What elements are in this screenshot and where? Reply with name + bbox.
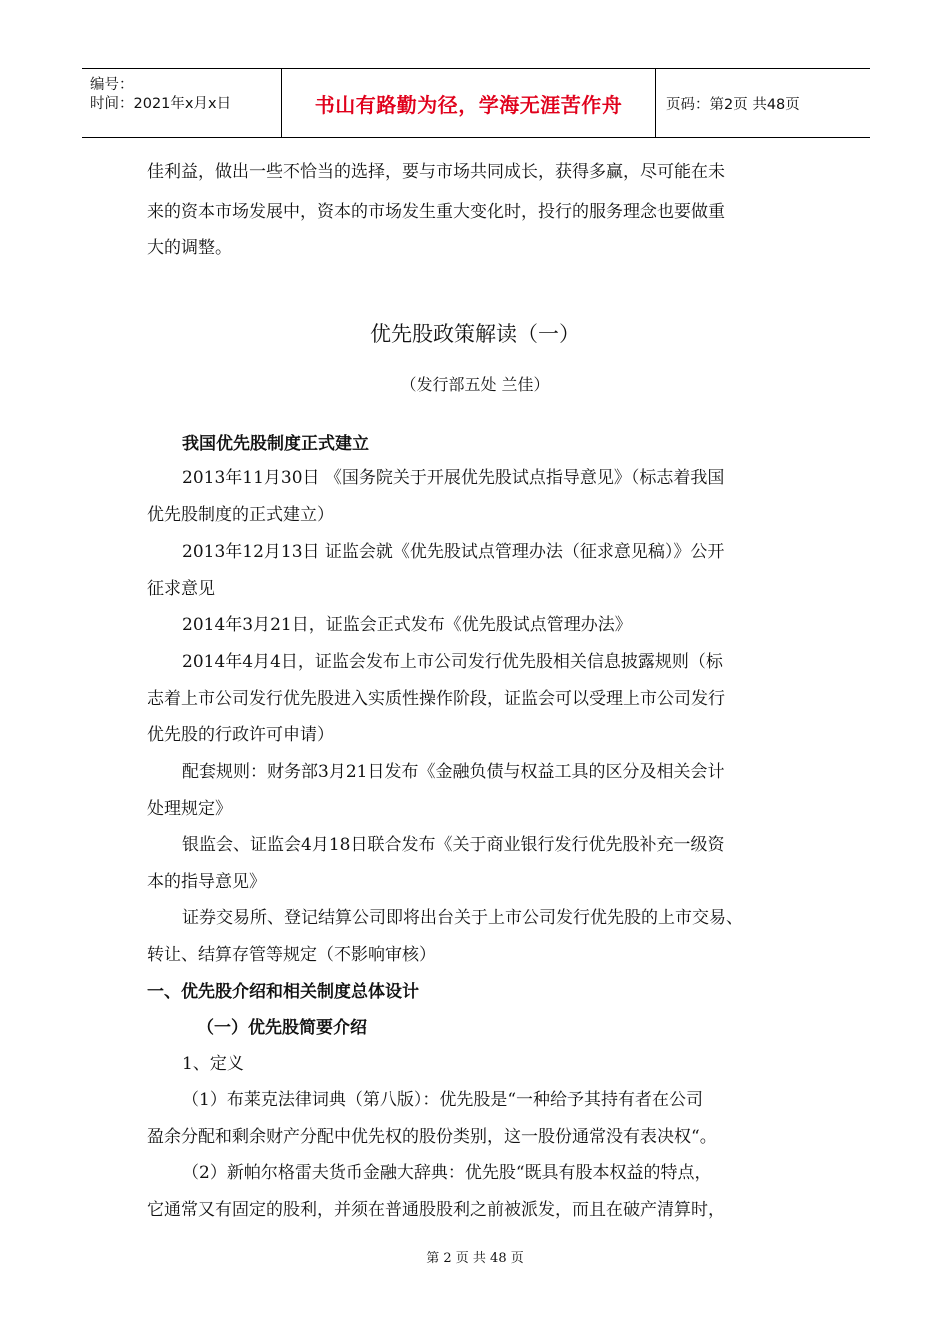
body-line: 志着上市公司发行优先股进入实质性操作阶段，证监会可以受理上市公司发行 [147, 689, 725, 709]
body-line: 2013年11月30日 《国务院关于开展优先股试点指导意见》（标志着我国 [182, 468, 725, 488]
section-heading: 我国优先股制度正式建立 [182, 434, 369, 454]
page-footer: 第 2 页 共 48 页 [426, 1251, 524, 1266]
header-meta-cell [82, 69, 282, 137]
page-info: 页码：第2页 共48页 [666, 96, 800, 113]
definition-line: （2）新帕尔格雷夫货币金融大辞典：优先股“既具有股本权益的特点， [182, 1163, 712, 1183]
heading-level1: 一、优先股介绍和相关制度总体设计 [147, 982, 419, 1002]
header-page-cell [656, 69, 870, 137]
header-motto-cell [282, 69, 656, 137]
list-item: 1、定义 [182, 1054, 244, 1074]
body-line: 证券交易所、登记结算公司即将出台关于上市公司发行优先股的上市交易、 [182, 908, 743, 928]
number-label: 编号： [90, 77, 134, 93]
document-header [82, 68, 870, 138]
intro-line: 大的调整。 [147, 238, 232, 258]
body-line: 征求意见 [147, 579, 215, 599]
date-label: 时间：2021年x月x日 [90, 96, 232, 112]
intro-line: 来的资本市场发展中，资本的市场发生重大变化时，投行的服务理念也要做重 [147, 202, 725, 222]
heading-level2: （一）优先股简要介绍 [197, 1018, 367, 1038]
body-line: 配套规则：财务部3月21日发布《金融负债与权益工具的区分及相关会计 [182, 762, 725, 782]
body-line: 转让、结算存管等规定（不影响审核） [147, 945, 436, 965]
motto: 书山有路勤为径，学海无涯苦作舟 [314, 92, 623, 117]
definition-line: 盈余分配和剩余财产分配中优先权的股份类别，这一股份通常没有表决权“。 [147, 1127, 717, 1147]
body-line: 优先股制度的正式建立） [147, 505, 334, 525]
body-line: 处理规定》 [147, 799, 232, 819]
intro-line: 佳利益，做出一些不恰当的选择，要与市场共同成长，获得多赢，尽可能在未 [147, 162, 725, 182]
page-title: 优先股政策解读（一） [370, 322, 580, 346]
page-subtitle: （发行部五处 兰佳） [400, 375, 550, 394]
definition-line: 它通常又有固定的股利，并须在普通股股利之前被派发，而且在破产清算时， [147, 1200, 725, 1220]
body-line: 银监会、证监会4月18日联合发布《关于商业银行发行优先股补充一级资 [182, 835, 725, 855]
body-line: 2014年3月21日，证监会正式发布《优先股试点管理办法》 [182, 615, 632, 635]
body-line: 优先股的行政许可申请） [147, 725, 334, 745]
body-line: 2014年4月4日，证监会发布上市公司发行优先股相关信息披露规则（标 [182, 652, 723, 672]
definition-line: （1）布莱克法律词典（第八版）：优先股是“一种给予其持有者在公司 [182, 1090, 704, 1110]
body-line: 本的指导意见》 [147, 872, 266, 892]
body-line: 2013年12月13日 证监会就《优先股试点管理办法（征求意见稿）》公开 [182, 542, 725, 562]
